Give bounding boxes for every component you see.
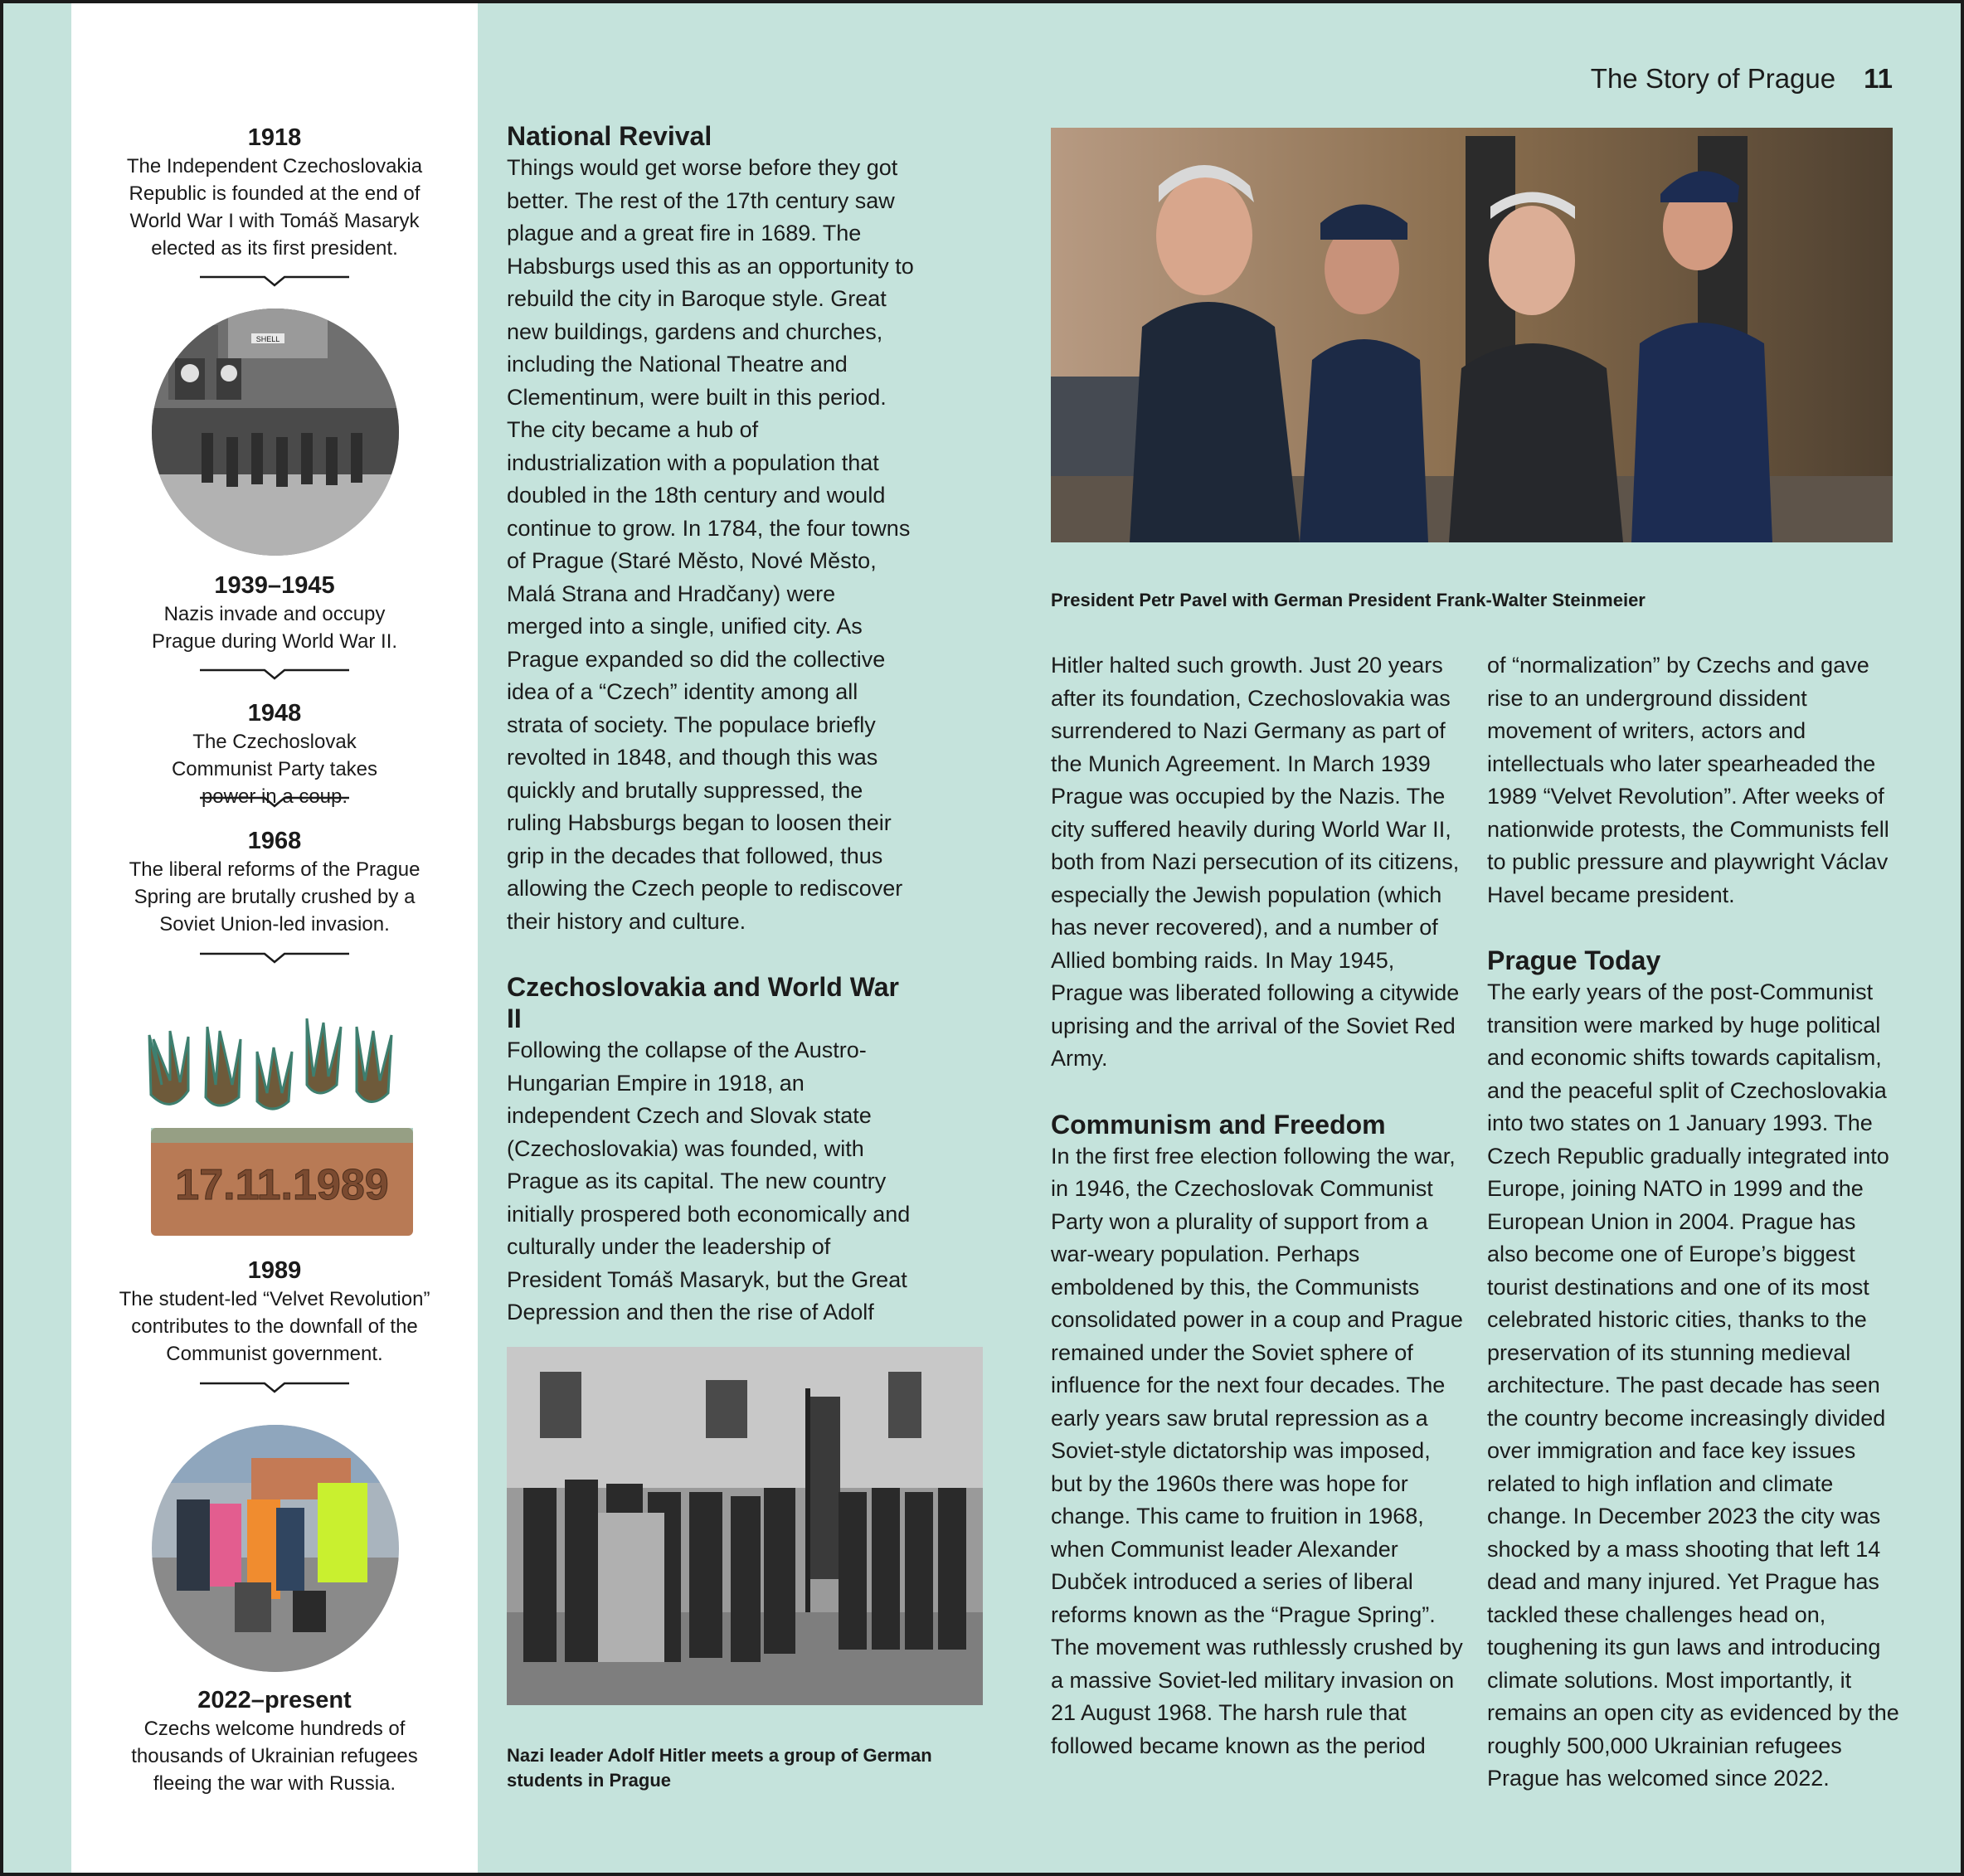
timeline-year: 1948 <box>247 700 302 727</box>
running-title: The Story of Prague <box>1590 63 1836 94</box>
section-body-national-revival: Things would get worse before they got better. The rest of the 17th century saw plague and a great fire in 1689. The Habsburgs used this as an opportunity to rebuild the city in Baroque style. Great new buildings, gardens and churches, including the National Theatre and Clementinum, were built in this period. The city became a hub of industrialization with a population that doubled in the 18th century and would continue to grow. In 1784, the four towns of Prague (Staré Město, Nové Město, Malá Strana and Hradčany) were merged into a single, unified city. As Prague expanded so did the collective idea of a “Czech” identity among all strata of society. The populace briefly revolted in 1848, and though this was quickly and brutally suppressed, the ruling Habsburgs began to loosen their grip in the decades that followed, thus allowing the Czech people to rediscover their history and culture. <box>507 155 914 934</box>
timeline-text: Nazis invade and occupy Prague during World War II. <box>151 603 398 653</box>
timeline-chevron-icon <box>200 665 349 682</box>
timeline-item-1968 <box>71 826 478 938</box>
section-body-prague-today: The early years of the post-Communist transition were marked by huge political and economic shifts towards capitalism, and the peaceful split of Czechoslovakia into two states on 1 January 1993. The Czech Republic gradually integrated into Europe, joining NATO in 1999 and the European Union in 2004. Prague has also become one of Europe’s biggest tourist destinations and one of its most celebrated historic cities, thanks to the preservation of its stunning medieval architecture. The past decade has seen the country become increasingly divided over immigration and face key issues related to high inflation and climate change. In December 2023 the city was shocked by a mass shooting that left 14 dead and many injured. Yet Prague has tackled these challenges head on, toughening its gun laws and introducing climate solutions. Most importantly, it remains an open city as evidenced by the roughly 500,000 Ukrainian refugees Prague has welcomed since 2022. <box>1487 979 1899 1791</box>
timeline-text: The Czechoslovak Communist Party takes power in a coup. <box>171 731 378 808</box>
timeline-chevron-icon <box>200 949 349 965</box>
timeline-item-2022-present <box>71 1685 478 1797</box>
timeline-item-1989 <box>71 1256 478 1368</box>
timeline-text: Czechs welcome hundreds of thousands of Ukrainian refugees fleeing the war with Russia. <box>131 1718 418 1795</box>
timeline-item-1918 <box>71 123 478 262</box>
page-header <box>1591 63 1893 95</box>
section-body-communism-start: In the first free election following the war, in 1946, the Czechoslovak Communist Party won a plurality of support from a war-weary population. Perhaps emboldened by this, the Communists consolidated power in a coup and Prague remained under the Soviet sphere of influence for the next four decades. The early years saw brutal repression as a Soviet-style dictatorship was imposed, but by the 1960s there was hope for change. This came to fruition in 1968, when Communist leader Alexander Dubček introduced a series of liberal reforms known as the “Prague Spring”. The movement was ruthlessly crushed by a massive Soviet-led military invasion on 21 August 1968. The harsh rule that followed became known as the period <box>1051 1143 1463 1758</box>
section-heading-ww2: Czechoslovakia and World War II <box>507 972 899 1033</box>
frame-border-left <box>0 0 3 1876</box>
presidents-photo-caption: President Petr Pavel with German President Frank-Walter Steinmeier <box>1051 590 1646 610</box>
section-body-ww2-start: Following the collapse of the Austro-Hungarian Empire in 1918, an independent Czech and Slovak state (Czechoslovakia) was founded, with Prague as its capital. The new country initially prospered both economically and culturally under the leadership of President Tomáš Masaryk, but the Great Depression and then the rise of Adolf <box>507 1038 911 1324</box>
frame-border-bottom <box>0 1873 1964 1876</box>
timeline-chevron-icon <box>200 272 349 289</box>
timeline-year: 2022–present <box>197 1687 352 1713</box>
presidents-photo <box>1051 128 1893 542</box>
hitler-photo-caption: Nazi leader Adolf Hitler meets a group of German students in Prague <box>507 1745 932 1791</box>
nazi-parade-photo <box>152 309 399 556</box>
timeline-year: 1989 <box>247 1257 302 1284</box>
timeline-text: The student-led “Velvet Revolution” contributes to the downfall of the Communist government. <box>119 1288 430 1365</box>
hitler-students-photo <box>507 1347 983 1705</box>
velvet-revolution-memorial-image <box>133 1002 431 1251</box>
memorial-plaque-text: 17.11.1989 <box>175 1161 389 1209</box>
timeline-chevron-icon <box>200 793 349 809</box>
section-heading-communism: Communism and Freedom <box>1051 1109 1386 1140</box>
timeline-year: 1918 <box>247 124 302 151</box>
timeline-chevron-icon <box>200 1378 349 1395</box>
page-number: 11 <box>1864 63 1893 94</box>
timeline-text: The Independent Czechoslovakia Republic is founded at the end of World War I with Tomáš Masaryk elected as its first president. <box>126 155 423 260</box>
section-body-ww2-end: Hitler halted such growth. Just 20 years after its foundation, Czechoslovakia was surrendered to Nazi Germany as part of the Munich Agreement. In March 1939 Prague was occupied by the Nazis. The city suffered heavily during World War II, both from Nazi persecution of its citizens, especially the Jewish population (which has never recovered), and a number of Allied bombing raids. In May 1945, Prague was liberated following a citywide uprising and the arrival of the Soviet Red Army. <box>1051 653 1460 1071</box>
frame-border-right <box>1961 0 1964 1876</box>
column-3 <box>1487 649 1902 1796</box>
section-heading-national-revival: National Revival <box>507 121 712 151</box>
timeline-year: 1939–1945 <box>214 572 335 599</box>
section-body-communism-end: of “normalization” by Czechs and gave rise to an underground dissident movement of writers, actors and intellectuals who later spearheaded the 1989 “Velvet Revolution”. After weeks of nationwide protests, the Communists fell to public pressure and playwright Václav Havel became president. <box>1487 653 1889 907</box>
timeline-text: The liberal reforms of the Prague Spring are brutally crushed by a Soviet Union-led invasion. <box>129 858 421 936</box>
banner-text: SHELL <box>255 335 280 343</box>
timeline-year: 1968 <box>247 828 302 854</box>
section-heading-prague-today: Prague Today <box>1487 945 1661 975</box>
column-1 <box>507 120 916 1329</box>
column-2 <box>1051 649 1466 1762</box>
timeline-item-1939-1945 <box>71 571 478 655</box>
ukrainian-refugees-photo <box>152 1425 399 1672</box>
